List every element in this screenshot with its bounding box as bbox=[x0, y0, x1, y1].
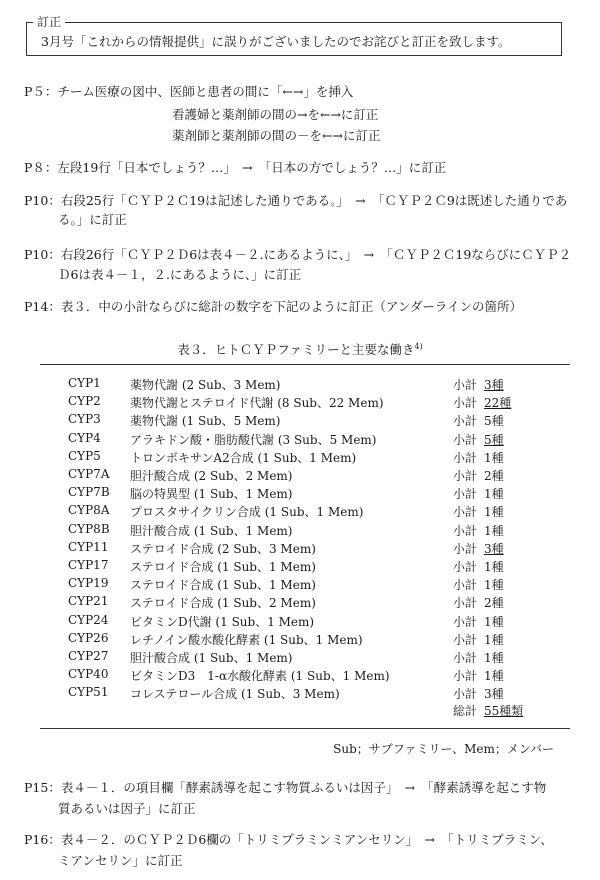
table-row bbox=[68, 449, 528, 466]
cyp-description: ステロイド合成 (2 Sub、3 Mem) bbox=[130, 541, 316, 556]
correction-p14: P14：表３．中の小計ならびに総計の数字を下記のように訂正（アンダーラインの箇所） bbox=[24, 299, 522, 314]
cyp-code: CYP40 bbox=[68, 667, 109, 682]
subtotal-count: 1種 bbox=[484, 614, 504, 629]
subtotal-label: 小計 bbox=[453, 378, 478, 392]
subtotal-label: 小計 bbox=[453, 614, 478, 629]
cyp-code: CYP21 bbox=[68, 594, 109, 609]
notice-text: 3月号「これからの情報提供」に誤りがございましたのでお詫びと訂正を致します。 bbox=[41, 34, 511, 49]
subtotal-label: 小計 bbox=[453, 687, 478, 702]
correction-p10a-line2: る。」に訂正 bbox=[58, 212, 127, 227]
cyp-description: トロンボキサンA2合成 (1 Sub、1 Mem) bbox=[130, 450, 357, 465]
subtotal-count: 1種 bbox=[484, 632, 504, 647]
cyp-description: コレステロール合成 (1 Sub、3 Mem) bbox=[130, 687, 340, 702]
table-row bbox=[68, 376, 528, 393]
cyp-description: 薬物代謝 (1 Sub、5 Mem) bbox=[130, 414, 281, 429]
cyp-description: ビタミンD代謝 (1 Sub、1 Mem) bbox=[130, 614, 315, 629]
subtotal-count: 1種 bbox=[484, 450, 504, 465]
cyp-code: CYP51 bbox=[68, 685, 109, 700]
subtotal-label: 小計 bbox=[453, 578, 478, 593]
table-bottom-rule bbox=[40, 728, 570, 729]
cyp-code: CYP1 bbox=[68, 376, 101, 390]
subtotal-label: 小計 bbox=[453, 396, 478, 411]
subtotal-label: 小計 bbox=[453, 560, 478, 574]
cyp-code: CYP27 bbox=[68, 649, 109, 663]
cyp-description: 胆汁酸合成 (1 Sub、1 Mem) bbox=[130, 523, 293, 538]
table-title bbox=[0, 340, 600, 358]
table-row bbox=[68, 412, 528, 429]
cyp-code: CYP8A bbox=[68, 503, 110, 518]
subtotal-count: 1種 bbox=[484, 669, 504, 684]
correction-p10a-line1: P10：右段25行「ＣＹＰ２Ｃ19は記述した通りである。」 → 「ＣＹＰ２Ｃ9は既述した通りであ bbox=[24, 193, 568, 208]
correction-p8: P８：左段19行「日本でしょう？…」 → 「日本の方でしょう？…」に訂正 bbox=[24, 160, 447, 175]
cyp-code: CYP17 bbox=[68, 558, 109, 572]
cyp-code: CYP19 bbox=[68, 576, 109, 591]
correction-p5-line3: 薬剤師と薬剤師の間の－を←→に訂正 bbox=[172, 128, 381, 143]
total-count: 55種類 bbox=[484, 704, 524, 718]
subtotal-count: 1種 bbox=[484, 560, 504, 574]
table-row bbox=[68, 649, 528, 666]
cyp-code: CYP24 bbox=[68, 612, 109, 627]
subtotal-count: 22種 bbox=[484, 396, 512, 411]
cyp-description: ステロイド合成 (1 Sub、2 Mem) bbox=[130, 596, 316, 611]
subtotal-label: 小計 bbox=[453, 432, 478, 447]
correction-p15-line2: 質あるいは因子」に訂正 bbox=[58, 801, 196, 816]
cyp-description: アラキドン酸・脂肪酸代謝 (3 Sub、5 Mem) bbox=[130, 432, 377, 447]
correction-p5-line2: 看護婦と薬剤師の間の→を←→に訂正 bbox=[172, 107, 379, 122]
cyp-description: 胆汁酸合成 (1 Sub、1 Mem) bbox=[130, 651, 293, 665]
table-row bbox=[68, 394, 528, 411]
subtotal-count: 1種 bbox=[484, 578, 504, 593]
subtotal-label: 小計 bbox=[453, 414, 478, 429]
table-row bbox=[68, 685, 528, 702]
notice-box bbox=[26, 15, 562, 56]
correction-p10b-line2: Ｄ6は表４－１，２.にあるように、」に訂正 bbox=[58, 267, 302, 282]
subtotal-label: 小計 bbox=[453, 469, 478, 483]
table-row bbox=[68, 522, 528, 539]
subtotal-label: 小計 bbox=[453, 632, 478, 647]
subtotal-label: 小計 bbox=[453, 651, 478, 665]
subtotal-count: 3種 bbox=[484, 541, 504, 556]
cyp-code: CYP11 bbox=[68, 539, 109, 554]
table-row bbox=[68, 594, 528, 611]
subtotal-label: 小計 bbox=[453, 505, 478, 520]
table-title-text: 表３．ヒトＣＹＰファミリーと主要な働き bbox=[177, 342, 415, 357]
table-row bbox=[68, 631, 528, 648]
table-top-rule bbox=[40, 364, 570, 365]
correction-p5-line1: P５：チーム医療の図中、医師と患者の間に「←→」を挿入 bbox=[24, 84, 354, 99]
subtotal-count: 3種 bbox=[484, 687, 504, 702]
subtotal-count: 2種 bbox=[484, 596, 504, 611]
cyp-code: CYP3 bbox=[68, 412, 101, 427]
table-row bbox=[68, 485, 528, 502]
cyp-code: CYP5 bbox=[68, 448, 101, 463]
cyp-description: ステロイド合成 (1 Sub、1 Mem) bbox=[130, 560, 316, 574]
notice-tag: 訂正 bbox=[33, 13, 65, 30]
cyp-code: CYP2 bbox=[68, 394, 101, 409]
subtotal-label: 小計 bbox=[453, 669, 478, 684]
table-title-reference: 4) bbox=[414, 341, 423, 351]
subtotal-label: 小計 bbox=[453, 523, 478, 538]
subtotal-count: 3種 bbox=[484, 378, 504, 392]
table-row bbox=[68, 467, 528, 484]
subtotal-count: 1種 bbox=[484, 651, 504, 665]
subtotal-count: 1種 bbox=[484, 487, 504, 502]
correction-p16-line2: ミアンセリン」に訂正 bbox=[58, 853, 183, 868]
subtotal-label: 小計 bbox=[453, 596, 478, 611]
table-total-row bbox=[68, 702, 528, 719]
table-row bbox=[68, 613, 528, 630]
cyp-description: ビタミンD3 1-α水酸化酵素 (1 Sub、1 Mem) bbox=[130, 669, 390, 684]
cyp-description: 脳の特異型 (1 Sub、1 Mem) bbox=[130, 487, 293, 502]
cyp-description: プロスタサイクリン合成 (1 Sub、1 Mem) bbox=[130, 505, 364, 520]
table-row bbox=[68, 503, 528, 520]
subtotal-label: 小計 bbox=[453, 487, 478, 502]
table-row bbox=[68, 576, 528, 593]
subtotal-count: 1種 bbox=[484, 505, 504, 520]
cyp-description: 胆汁酸合成 (2 Sub、2 Mem) bbox=[130, 469, 293, 483]
table-row bbox=[68, 540, 528, 557]
cyp-description: ステロイド合成 (1 Sub、1 Mem) bbox=[130, 578, 316, 593]
correction-p16-line1: P16：表４－２．のＣＹＰ２Ｄ6欄の「トリミプラミンミアンセリン」 → 「トリミプラミン、 bbox=[24, 832, 553, 847]
cyp-code: CYP4 bbox=[68, 430, 101, 445]
correction-p10b-line1: P10：右段26行「ＣＹＰ２Ｄ6は表４－２.にあるように、」 → 「ＣＹＰ２Ｃ19ならびにＣＹＰ２ bbox=[24, 247, 572, 262]
table-footnote: Sub；サブファミリー、Mem；メンバー bbox=[333, 742, 554, 756]
cyp-code: CYP8B bbox=[68, 521, 110, 536]
correction-p15-line1: P15：表４－１．の項目欄「酵素誘導を起こす物質ふるいは因子」 → 「酵素誘導を起こす物 bbox=[24, 780, 547, 795]
subtotal-count: 5種 bbox=[484, 414, 504, 429]
table-row bbox=[68, 667, 528, 684]
subtotal-count: 2種 bbox=[484, 469, 504, 483]
cyp-description: レチノイン酸水酸化酵素 (1 Sub、1 Mem) bbox=[130, 632, 363, 647]
total-label: 総計 bbox=[453, 704, 478, 718]
table-row bbox=[68, 431, 528, 448]
cyp-code: CYP7B bbox=[68, 485, 110, 500]
subtotal-count: 5種 bbox=[484, 432, 504, 447]
subtotal-count: 1種 bbox=[484, 523, 504, 538]
subtotal-label: 小計 bbox=[453, 450, 478, 465]
cyp-description: 薬物代謝 (2 Sub、3 Mem) bbox=[130, 378, 281, 392]
subtotal-label: 小計 bbox=[453, 541, 478, 556]
table-row bbox=[68, 558, 528, 575]
cyp-code: CYP26 bbox=[68, 630, 109, 645]
cyp-description: 薬物代謝とステロイド代謝 (8 Sub、22 Mem) bbox=[130, 396, 384, 411]
cyp-code: CYP7A bbox=[68, 467, 110, 481]
